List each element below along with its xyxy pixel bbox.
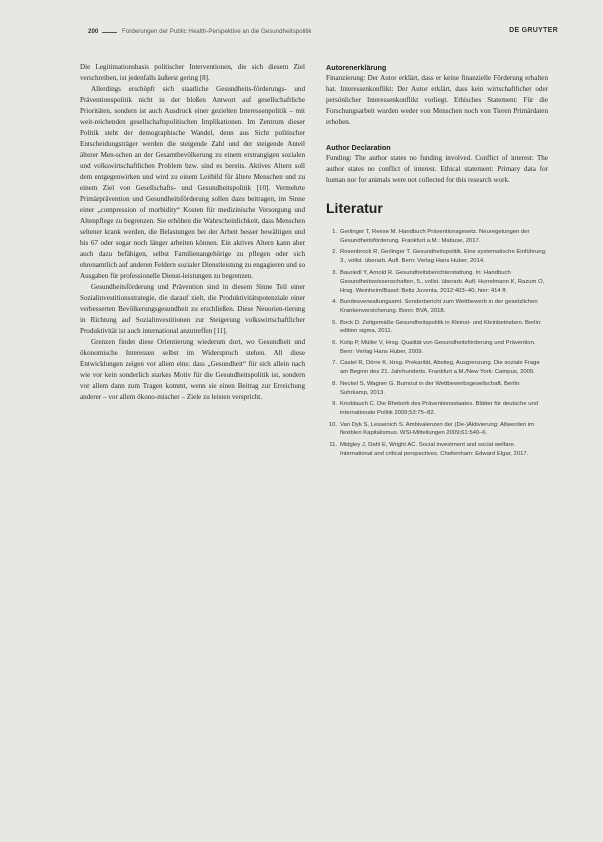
reference-item <box>326 400 548 418</box>
reference-item <box>326 298 548 316</box>
reference-text: Gerlinger T, Reese M. Handbuch Präventionsgesetz. Neuregelungen der Gesundheitsförderung. Frankfurt a.M.: Mabuse, 2017. <box>340 229 530 244</box>
reference-item <box>326 339 548 357</box>
reference-number: 4. <box>332 299 337 306</box>
reference-number: 7. <box>332 360 337 367</box>
reference-item <box>326 359 548 377</box>
reference-number: 10. <box>328 421 337 428</box>
reference-number: 11. <box>329 441 337 448</box>
reference-text: Neckel S, Wagner G. Burnout in der Wettbewerbsgesellschaft. Berlin: Suhrkamp, 2013. <box>340 380 521 396</box>
reference-item <box>326 421 548 439</box>
page-number: 200 <box>88 28 99 35</box>
reference-text: Van Dyk S, Lessenich S. Ambivalenzen der (De-)Aktivierung: Altwerden im flexiblen Kapitalismus. WSI-Mitteilungen 2009;61:540–6. <box>340 421 535 437</box>
section-heading-author-declaration: Author Declaration <box>326 143 391 152</box>
reference-text: Bundesverwaltungsamt. Sonderbericht zum Wettbewerb in der gesetzlichen Krankenversicherung. Bonn: BVA, 2018. <box>340 299 538 315</box>
paragraph: Grenzen findet diese Orientierung wiederum dort, wo Gesundheit und ökonomische Interessen selbst im Widerspruch stehen. All diese Entwicklungen zeigen vor allem eins: dass „Gesundheit“ für sich allein nach wie vor kein sonderlich starkes Motiv für die Gesundheitspolitik ist, sondern vor allem dann zum Tragen kommt, wenn sie einen Beitrag zur Erreichung anderer – vor allem ökono-mischer – Ziele zu leisten verspricht. <box>80 338 305 401</box>
reference-item <box>326 319 548 337</box>
section-body-author-declaration: Funding: The author states no funding involved. Conflict of interest: The author states no conflict of interest. Ethical statement: Primary data for human nor for animals were not collected for this research work. <box>326 154 548 184</box>
left-column <box>80 62 305 403</box>
literature-heading: Literatur <box>326 200 383 216</box>
reference-text: Midgley J, Dahl E, Wright AC. Social investment and social welfare. International and critical perspectives. Cheltenham: Edward Elgar, 2017. <box>340 441 529 457</box>
reference-list <box>326 228 548 459</box>
reference-text: Bauriedl Y, Arnold R. Gesundheitsberichterstattung. In: Handbuch Gesundheitswissenschaften, 5., vollst. überarb. Aufl. Hurrelmann K, Razum O, Hrsg. Weinheim/Basel: Beltz Juventa, 2012:403–40, hier: 414 ff. <box>340 269 545 294</box>
right-column <box>326 62 548 461</box>
reference-item <box>326 441 548 459</box>
section-heading-autorenerklaerung: Autorenerklärung <box>326 63 387 72</box>
running-title: Forderungen der Public Health-Perspektive an die Gesundheitspolitik <box>122 28 312 35</box>
paragraph: Gesundheitsförderung und Prävention sind in diesem Sinne Teil einer Sozialinvestitionsstrategie, die darauf zielt, die Produktivitätspotenziale einer verbesserten Bevölkerungsgesundheit zu erschließen. Diese Neuorien-tierung in Richtung auf Sozialinvestitionen zur Steigerung volkswirtschaftlicher Produktivität ist auch international anzutreffen [11]. <box>80 283 305 335</box>
reference-text: Rosenbrock R, Gerlinger T. Gesundheitspolitik. Eine systematische Einführung, 3., vollst. überarb. Aufl. Bern: Verlag Hans Huber, 2014. <box>340 249 547 265</box>
publisher-logo: DE GRUYTER <box>509 27 558 34</box>
reference-number: 6. <box>332 339 337 346</box>
reference-number: 8. <box>332 380 337 387</box>
reference-item <box>326 380 548 398</box>
reference-item <box>326 269 548 296</box>
reference-text: Knoblauch C. Die Rhetorik des Präventionsstaates. Blätter für deutsche und internationale Politik 2009;53:75–82. <box>340 401 539 417</box>
reference-number: 2. <box>332 249 337 256</box>
reference-item <box>326 248 548 266</box>
paragraph: Allerdings erschöpft sich staatliche Gesundheits-förderungs- und Präventionspolitik nicht in der bloßen Antwort auf gesellschaftliche Prioritäten, sondern ist auch Ausdruck einer gezielten Interessenpolitik – mit weit-reichenden gesellschaftspolitischen Implikationen. Im Zentrum dieser Politik steht der demographische Wandel, denn aus Sicht politischer Entscheidungsträger werden die steigende Zahl und der steigende Anteil älterer Men-schen an der Gesamtbevölkerung zu einem erstrangigen sozialen und volkswirtschaftlichen Problem bzw. sind es bereits. Aktives Altern soll dem entgegenwirken und wird zu einem Leitbild für ältere Menschen und zu einem Ziel von Gesellschafts- und Gesundheitspolitik [10]. Vermehrte Primärprävention und Gesundheitsförderung sollen dazu beitragen, im Sinne einer „compression of morbidity“ Kosten für medizinische Versorgung und Altenpflege zu begrenzen. Sie erhöhen die Wahrscheinlichkeit, dass Menschen seltener krank werden, die Belastungen bei der Arbeit besser bewältigen und bis 67 oder sogar noch länger arbeiten können. Ein aktives Altern kann aber auch dazu befähigen, selbst Familienangehörige zu pflegen oder sich ehrenamtlich auf anderen Feldern sozialer Dienstleistung zu engagieren und so Ausgaben für professionelle Dienst-leistungen zu begrenzen. <box>80 85 305 280</box>
reference-text: Castel R, Dörre K, Hrsg. Prekarität, Abstieg, Ausgrenzung. Die soziale Frage am Beginn des 21. Jahrhunderts. Frankfurt a.M./New York: Campus, 2009. <box>340 360 540 376</box>
running-header <box>88 26 558 40</box>
reference-text: Bock D. Zeitgemäße Gesundheitspolitik in Kleinst- und Kleinbetrieben. Berlin: edition sigma, 2011. <box>340 319 542 335</box>
section-body-autorenerklaerung: Finanzierung: Der Autor erklärt, dass er keine finanzielle Förderung erhalten hat. Interessenkonflikt: Der Autor erklärt, dass kein wirtschaftlicher oder persönlicher Interessenkonflikt vorliegt. Ethisches Statement: Für die Forschungsarbeit wurden weder von Menschen noch von Tieren Primärdaten erhoben. <box>326 74 548 126</box>
reference-number: 1. <box>332 229 337 235</box>
header-rule <box>102 32 117 33</box>
reference-item <box>326 228 548 246</box>
paragraph: Die Legitimationsbasis politischer Interventionen, die sich diesem Ziel verschreiben, ist jedenfalls äußerst gering [8]. <box>80 63 305 82</box>
reference-text: Kolip P, Müller V, Hrsg. Qualität von Gesundheitsförderung und Prävention. Bern: Verlag Hans Huber, 2009. <box>340 339 536 355</box>
reference-number: 5. <box>332 319 337 326</box>
reference-number: 3. <box>332 269 337 276</box>
reference-number: 9. <box>332 401 337 408</box>
